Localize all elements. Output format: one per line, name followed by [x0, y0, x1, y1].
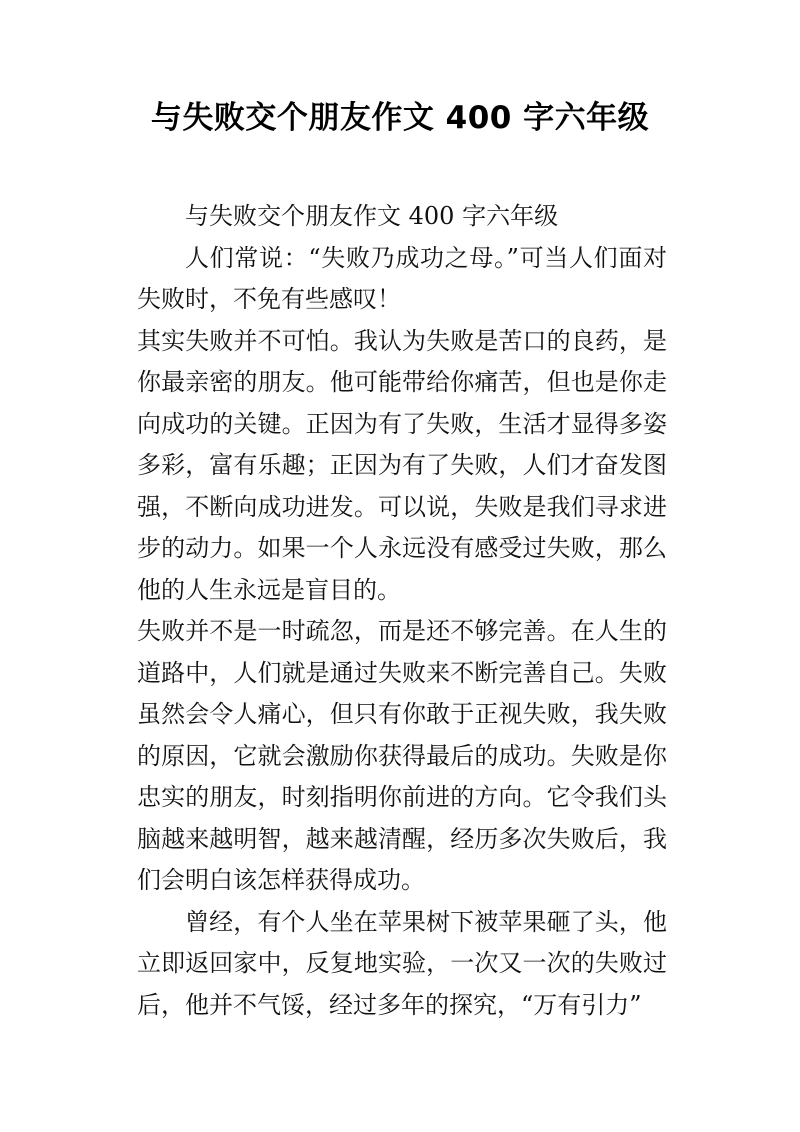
paragraph-failure-improvement: 失败并不是一时疏忽，而是还不够完善。在人生的道路中，人们就是通过失败来不断完善自己。失败虽然会令人痛心，但只有你敢于正视失败，我失败的原因，它就会激励你获得最后的成功。失败是你忠实的朋友，时刻指明你前进的方向。它令我们头脑越来越明智，越来越清醒，经历多次失败后，我们会明白该怎样获得成功。 — [137, 617, 667, 894]
paragraph-apple-story: 曾经，有个人坐在苹果树下被苹果砸了头，他立即返回家中，反复地实验，一次又一次的失败过后，他并不气馁，经过多年的探究，“万有引力” — [137, 907, 667, 1019]
document-body — [137, 196, 667, 1026]
paragraph-intro: 人们常说：“失败乃成功之母。”可当人们面对失败时，不免有些感叹！ — [137, 243, 667, 313]
paragraph-subtitle: 与失败交个朋友作文 400 字六年级 — [185, 202, 559, 230]
paragraph-failure-not-scary: 其实失败并不可怕。我认为失败是苦口的良药，是你最亲密的朋友。他可能带给你痛苦，但也是你走向成功的关键。正因为有了失败，生活才显得多姿多彩，富有乐趣；正因为有了失败，人们才奋发图强，不断向成功进发。可以说，失败是我们寻求进步的动力。如果一个人永远没有感受过失败，那么他的人生永远是盲目的。 — [137, 326, 667, 604]
document-title: 与失败交个朋友作文 400 字六年级 — [150, 100, 650, 136]
